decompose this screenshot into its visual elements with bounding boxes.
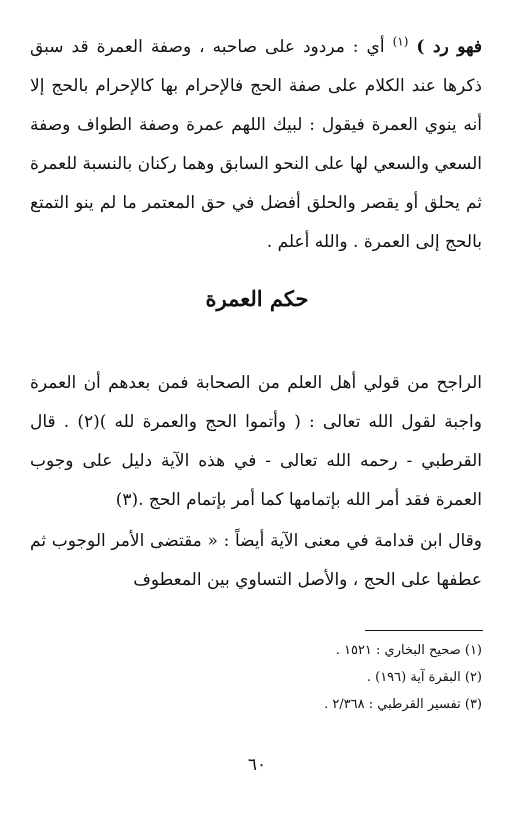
footnote-3: (٣) تفسير القرطبي : ٢/٣٦٨ . xyxy=(324,697,482,712)
footnotes-list xyxy=(30,637,482,718)
page-number: ٦٠ xyxy=(247,755,267,775)
section-heading: حكم العمرة xyxy=(205,286,309,311)
intro-lead: فهو رد ) xyxy=(416,37,483,57)
footnote-1: (١) صحيح البخاري : ١٥٢١ . xyxy=(335,643,482,658)
intro-text: أي : مردود على صاحبه ، وصفة العمرة قد سبق ذكرها عند الكلام على صفة الحج فالإحرام بها كالإحرام بالحج إلا أنه ينوي العمرة فيقول : لبيك اللهم عمرة وصفة الطواف وصفة السعي والسعي لها على النحو السابق وهما ركنان بالنسبة للعمرة ثم يحلق أو يقصر والحلق أفضل في حق المعتمر ما لم ينو التمتع بالحج إلى العمرة . والله أعلم . xyxy=(30,37,482,252)
body-paragraph-1: الراجح من قولي أهل العلم من الصحابة فمن بعدهم أن العمرة واجبة لقول الله تعالى : ( وأتموا الحج والعمرة لله )(٢) . قال القرطبي - رحمه الله تعالى - في هذه الآية دليل على وجوب العمرة فقد أمر الله بإتمامها كما أمر بإتمام الحج .(٣) xyxy=(30,373,482,510)
body-paragraph-2: وقال ابن قدامة في معنى الآية أيضاً : « مقتضى الأمر الوجوب ثم عطفها على الحج ، والأصل التساوي بين المعطوف xyxy=(30,531,482,590)
intro-paragraph xyxy=(30,28,482,262)
footnote-2: (٢) البقرة آية (١٩٦) . xyxy=(366,670,482,685)
footnote-divider xyxy=(365,630,483,631)
footnote-ref-1: (١) xyxy=(392,34,409,49)
